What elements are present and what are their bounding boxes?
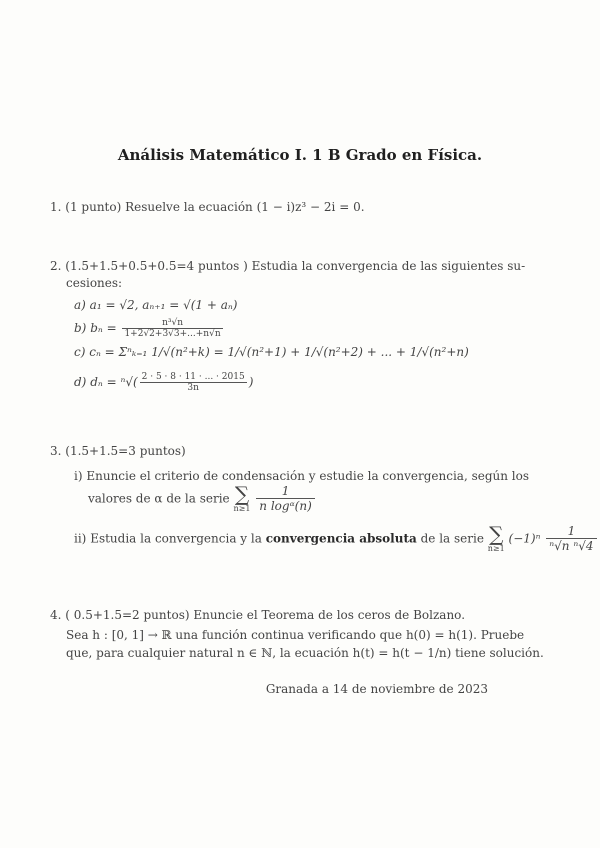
- item-a-text: a₁ = √2, aₙ₊₁ = √(1 + aₙ): [89, 298, 238, 312]
- problem-1: [50, 200, 365, 214]
- problem-3-item-ii: [74, 524, 599, 553]
- item-ii-bold: convergencia absoluta: [265, 531, 417, 546]
- exam-date: Granada a 14 de noviembre de 2023: [265, 682, 488, 696]
- item-i-denominator: n logᵅ(n): [259, 499, 312, 513]
- item-ii-denominator: ⁿ√n ⁿ√4: [549, 539, 594, 553]
- item-ii-label: ii): [74, 531, 87, 546]
- problem-2-number: 2.: [50, 259, 62, 273]
- item-d-numerator: 2 · 5 · 8 · 11 · ... · 2015: [141, 372, 245, 382]
- problem-2-item-b: [74, 318, 225, 339]
- problem-4-line3: que, para cualquier natural n ∈ ℕ, la ecuación h(t) = h(t − 1/n) tiene solución.: [66, 646, 544, 660]
- item-i-line1: Enuncie el criterio de condensación y estudie la convergencia, según los: [86, 469, 530, 483]
- problem-3-number: 3.: [50, 444, 62, 458]
- item-b-lead: bₙ =: [90, 321, 117, 335]
- problem-2-item-a: [74, 298, 237, 312]
- item-c-label: c): [74, 345, 86, 359]
- problem-2-line1: [50, 259, 525, 273]
- item-i-line2: valores de α de la serie: [88, 491, 230, 506]
- item-ii-fraction: [546, 524, 596, 553]
- exam-title: Análisis Matemático I. 1 B Grado en Física.: [117, 146, 483, 164]
- item-ii-tail: de la serie: [420, 531, 484, 546]
- item-b-fraction: [122, 318, 222, 339]
- item-d-label: d): [74, 375, 87, 389]
- item-d-root: ⁿ√(: [120, 375, 138, 389]
- item-b-label: b): [74, 321, 87, 335]
- problem-4-number: 4.: [50, 608, 62, 622]
- sum-sign-icon: ∑: [234, 482, 250, 506]
- problem-4-text: ( 0.5+1.5=2 puntos) Enuncie el Teorema de los ceros de Bolzano.: [65, 608, 466, 622]
- item-ii-lead: Estudia la convergencia y la: [90, 531, 262, 546]
- item-b-denominator: 1+2√2+3√3+...+n√n: [124, 329, 221, 339]
- problem-2-text: (1.5+1.5+0.5+0.5=4 puntos ) Estudia la convergencia de las siguientes su-: [65, 259, 526, 273]
- item-ii-numerator: 1: [546, 524, 596, 539]
- problem-2-line2: cesiones:: [66, 276, 123, 290]
- item-d-fraction: [140, 372, 247, 393]
- item-c-expansion: = 1/√(n²+1) + 1/√(n²+2) + ... + 1/√(n²+n): [213, 345, 469, 359]
- item-c-term: 1/√(n²+k): [151, 345, 210, 359]
- item-i-sum-limit: n≥1: [233, 504, 251, 513]
- problem-2-item-c: [74, 345, 469, 359]
- item-b-numerator: n³√n: [122, 318, 222, 329]
- item-d-denominator: 3n: [187, 383, 199, 393]
- item-ii-sum: [488, 524, 505, 553]
- item-i-numerator: 1: [256, 484, 314, 499]
- problem-1-number: 1.: [50, 200, 62, 214]
- item-ii-sum-limit: n≥1: [487, 544, 505, 553]
- item-c-lead: cₙ = Σⁿₖ₌₁: [89, 345, 148, 359]
- problem-1-text: (1 punto) Resuelve la ecuación (1 − i)z³ − 2i = 0.: [65, 200, 365, 214]
- item-a-label: a): [74, 298, 86, 312]
- problem-3-item-i-line2: [88, 484, 317, 513]
- item-i-label: i): [74, 469, 83, 483]
- problem-2-item-d: d) dₙ = ⁿ√( $\frac{2 \cdot 5 \cdot 8 \cdot 11 \cdot ... \cdot 2015}{3n}$ ): [74, 372, 254, 393]
- problem-3: [50, 444, 186, 458]
- sum-sign-icon: ∑: [489, 522, 504, 546]
- item-d-lead: dₙ =: [90, 375, 117, 389]
- problem-3-text: (1.5+1.5=3 puntos): [65, 444, 186, 458]
- problem-4-line2: Sea h : [0, 1] → ℝ una función continua verificando que h(0) = h(1). Pruebe: [66, 628, 525, 642]
- item-ii-factor: (−1)ⁿ: [508, 531, 541, 546]
- item-i-sum: [234, 484, 251, 513]
- item-i-fraction: [256, 484, 314, 513]
- problem-4: [50, 608, 465, 622]
- problem-3-item-i-line1: [74, 469, 529, 483]
